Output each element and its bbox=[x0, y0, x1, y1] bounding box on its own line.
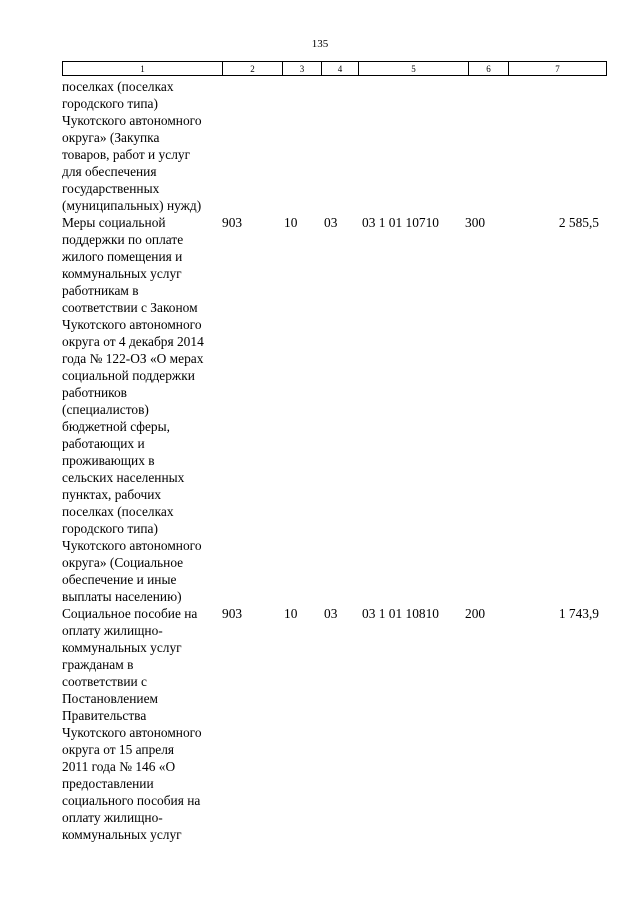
table-row bbox=[62, 214, 607, 605]
page-number: 135 bbox=[311, 38, 329, 50]
row-vedomstvo: 903 bbox=[222, 215, 243, 230]
row-podrazdel: 03 bbox=[324, 215, 338, 230]
table-row bbox=[62, 605, 607, 843]
row-name: Социальное пособие на оплату жилищно- коммунальных услуг гражданам в соответствии с Постановлением Правительства Чукотского автономного округа от 15 апреля 2011 года № 146 «О предоставлении социального пособия на оплату жилищно- коммунальных услуг bbox=[62, 606, 202, 842]
header-col-2: 2 bbox=[223, 62, 283, 75]
row-sum: 2 585,5 bbox=[558, 215, 599, 230]
row-target-code: 03 1 01 10810 bbox=[362, 606, 439, 621]
row-name: поселках (поселках городского типа) Чукотского автономного округа» (Закупка товаров, работ и услуг для обеспечения государственных (муниципальных) нужд) bbox=[62, 79, 202, 213]
row-target-code: 03 1 01 10710 bbox=[362, 215, 439, 230]
header-col-4: 4 bbox=[322, 62, 359, 75]
row-razdel: 10 bbox=[284, 215, 298, 230]
header-col-1: 1 bbox=[63, 62, 223, 75]
table-body bbox=[62, 78, 607, 843]
header-col-5: 5 bbox=[359, 62, 469, 75]
row-name: Меры социальной поддержки по оплате жилого помещения и коммунальных услуг работникам в соответствии с Законом Чукотского автономного округа от 4 декабря 2014 года № 122-ОЗ «О мерах социальной поддержки работников (специалистов) бюджетной сферы, работающих и проживающих в сельских населенных пунктах, рабочих поселках (поселках городского типа) Чукотского автономного округа» (Социальное обеспечение и иные выплаты населению) bbox=[62, 215, 204, 604]
table-row bbox=[62, 78, 607, 214]
header-col-6: 6 bbox=[469, 62, 509, 75]
header-col-3: 3 bbox=[283, 62, 322, 75]
row-sum: 1 743,9 bbox=[558, 606, 599, 621]
row-expense-type: 300 bbox=[465, 215, 486, 230]
header-col-7: 7 bbox=[555, 63, 560, 74]
row-razdel: 10 bbox=[284, 606, 298, 621]
row-vedomstvo: 903 bbox=[222, 606, 243, 621]
row-expense-type: 200 bbox=[465, 606, 486, 621]
row-podrazdel: 03 bbox=[324, 606, 338, 621]
table-header-row bbox=[62, 61, 607, 76]
